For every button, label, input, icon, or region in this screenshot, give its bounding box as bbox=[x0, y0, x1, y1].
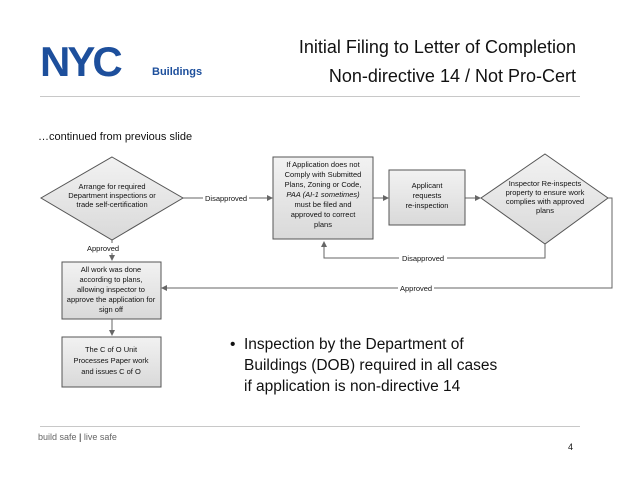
node-text-line: All work was done bbox=[80, 265, 142, 274]
node-text-line: Comply with Submitted bbox=[284, 170, 362, 179]
node-text-line: approve the application for bbox=[66, 295, 156, 304]
node-text-line: sign off bbox=[98, 305, 124, 314]
node-text-line: allowing inspector to bbox=[77, 285, 145, 294]
footer-tagline bbox=[38, 432, 117, 442]
node-text-line: Plans, Zoning or Code, bbox=[284, 180, 362, 189]
bullet-line: Inspection by the Department of bbox=[244, 336, 464, 353]
node-text-line: PAA (AI-1 sometimes) bbox=[286, 190, 360, 199]
node-text-line: property to ensure work bbox=[505, 188, 585, 197]
node-text-line: and issues C of O bbox=[81, 367, 141, 376]
node-arrange-inspections bbox=[41, 157, 183, 240]
node-text-line: Arrange for required bbox=[78, 182, 146, 191]
svg-text:If Application does notComply bbox=[285, 160, 362, 229]
node-text-line: Applicant bbox=[411, 181, 443, 190]
node-text-line: approved to correct bbox=[290, 210, 356, 219]
slide-title: Initial Filing to Letter of Completion bbox=[298, 37, 576, 57]
edge-label-approved-1: Approved bbox=[87, 244, 120, 253]
tagline-separator: | bbox=[79, 432, 82, 442]
node-text-line: If Application does not bbox=[286, 160, 360, 169]
bullet-line: Buildings (DOB) required in all cases bbox=[244, 357, 498, 374]
node-text-line: plans bbox=[536, 206, 554, 215]
node-c-of-o-unit bbox=[62, 337, 161, 387]
tagline-part1: build safe bbox=[38, 432, 77, 442]
node-text-line: re-inspection bbox=[405, 201, 449, 210]
logo-suffix: Buildings bbox=[152, 66, 203, 78]
slide-subtitle: Non-directive 14 / Not Pro-Cert bbox=[328, 66, 576, 86]
node-text-line: Department inspections or bbox=[68, 191, 156, 200]
logo-letters: NYC bbox=[40, 40, 120, 82]
svg-text:Arrange for requiredDepartment bbox=[68, 182, 156, 209]
continued-note: …continued from previous slide bbox=[38, 131, 193, 143]
node-text-line: complies with approved bbox=[505, 197, 585, 206]
node-all-work-done bbox=[62, 262, 161, 319]
node-noncomply-paa bbox=[273, 157, 373, 239]
bullet-line: if application is non-directive 14 bbox=[244, 378, 461, 395]
footer-divider bbox=[40, 426, 580, 427]
node-text-line: Processes Paper work bbox=[73, 356, 149, 365]
node-text-line: The C of O Unit bbox=[84, 345, 138, 354]
node-text-line: according to plans, bbox=[79, 275, 143, 284]
node-text-line: trade self-certification bbox=[76, 200, 148, 209]
edge-label-approved-2: Approved bbox=[400, 284, 433, 293]
node-text-line: requests bbox=[412, 191, 442, 200]
tagline-part2: live safe bbox=[83, 432, 117, 442]
node-requests-reinspection bbox=[389, 170, 465, 225]
edge-label-disapproved-2: Disapproved bbox=[402, 254, 445, 263]
page-number: 4 bbox=[568, 442, 574, 452]
node-text-line: must be filed and bbox=[294, 200, 352, 209]
bullet-marker: • bbox=[230, 336, 236, 353]
node-text-line: plans bbox=[314, 220, 332, 229]
edge-label-disapproved-1: Disapproved bbox=[205, 194, 248, 203]
node-inspector-reinspects bbox=[481, 154, 608, 244]
node-text-line: Inspector Re-inspects bbox=[508, 179, 582, 188]
